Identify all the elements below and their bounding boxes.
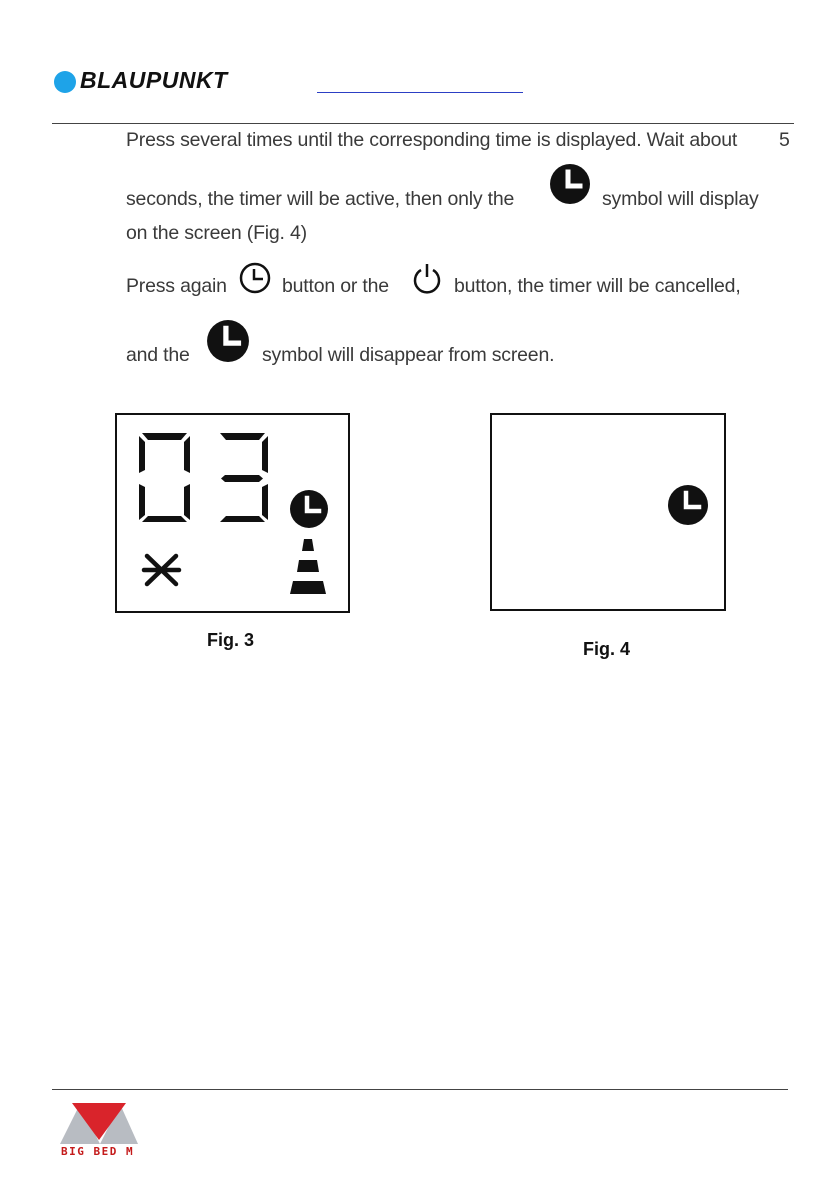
fig4-display xyxy=(490,413,726,611)
instruction-line-2-end: symbol will display xyxy=(602,188,759,210)
instruction-line-5-b: symbol will disappear from screen. xyxy=(262,344,555,366)
instruction-line-1: Press several times until the corresponding time is displayed. Wait about xyxy=(126,129,738,151)
fig3-display-graphics xyxy=(117,415,348,611)
instruction-line-1-end: 5 xyxy=(779,129,790,151)
instruction-line-4-c: button, the timer will be cancelled, xyxy=(454,275,741,297)
timer-filled-icon xyxy=(549,163,591,205)
timer-filled-icon xyxy=(206,319,250,363)
footer-logo-mark xyxy=(60,1100,140,1146)
fig4-display-graphics xyxy=(492,415,724,609)
instruction-line-5-a: and the xyxy=(126,344,190,366)
snowflake-icon xyxy=(144,556,179,584)
timer-icon xyxy=(290,490,328,528)
footer-divider xyxy=(52,1089,788,1090)
instruction-line-2-start: seconds, the timer will be active, then only the xyxy=(126,188,515,210)
footer-logo-text: BIG BED M xyxy=(61,1145,135,1158)
fan-speed-icon xyxy=(290,539,326,594)
brand-logo-dot xyxy=(54,71,76,93)
header-link-underline xyxy=(317,92,523,93)
lcd-digit-0 xyxy=(139,433,190,522)
lcd-digit-3 xyxy=(220,433,268,522)
timer-outline-icon xyxy=(239,262,271,294)
power-icon xyxy=(411,262,443,294)
fig3-caption: Fig. 3 xyxy=(207,630,255,650)
instruction-line-4-b: button or the xyxy=(282,275,389,297)
fig4-caption: Fig. 4 xyxy=(583,639,631,659)
instruction-line-3: on the screen (Fig. 4) xyxy=(126,222,307,244)
instruction-line-4-a: Press again xyxy=(126,275,227,297)
header-divider xyxy=(52,123,794,124)
timer-icon xyxy=(668,485,708,525)
fig3-display xyxy=(115,413,350,613)
brand-name: BLAUPUNKT xyxy=(80,67,228,93)
